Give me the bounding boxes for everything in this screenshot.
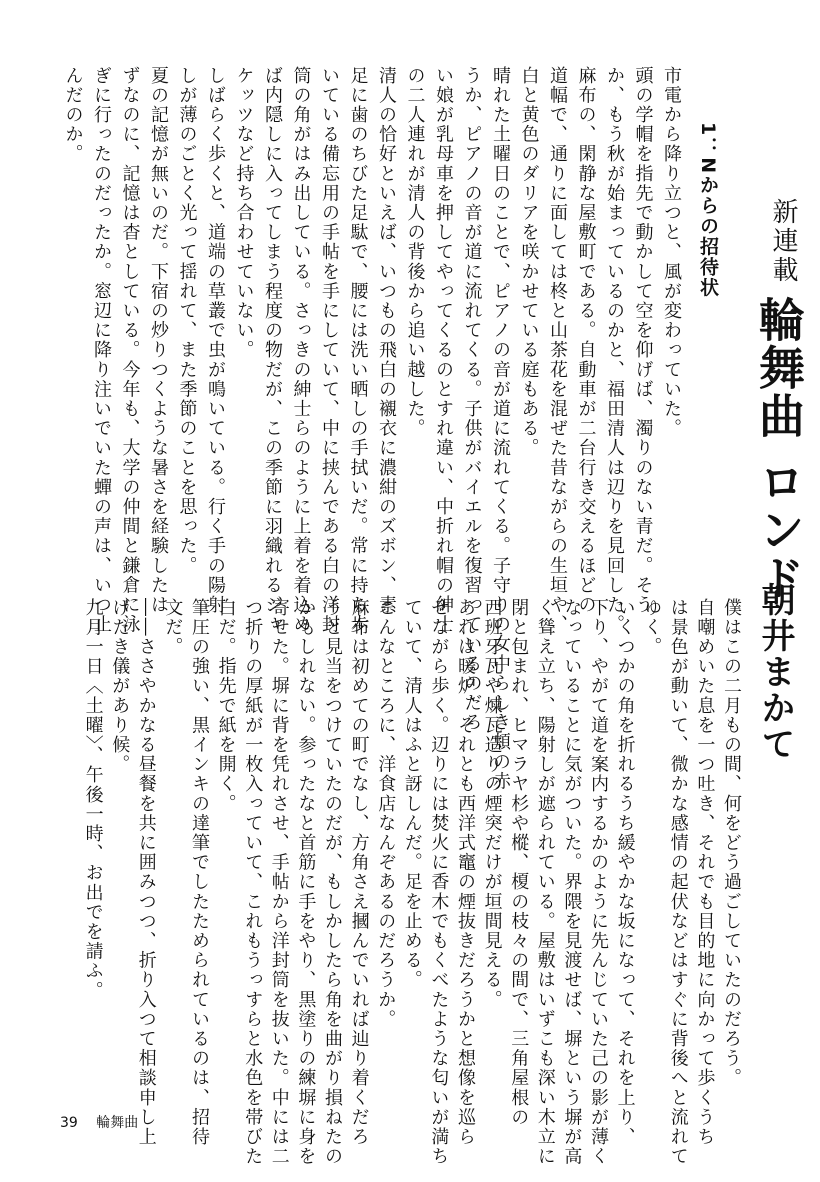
text-column: い娘が乳母車を押してやってくるのとすれ違い、中折れ帽の紳士: [433, 66, 454, 635]
text-column: 筆圧の強い、黒インキの達筆でしたためられているのは、招待: [189, 598, 210, 1147]
text-column: んだのか。: [62, 66, 84, 164]
text-column: く聳え立ち、陽射しが遮られている。屋敷はいずこも深い木立に: [534, 598, 556, 1167]
text-column: 道幅で、通りに面しては柊と山茶花を混ぜた昔ながらの生垣や、: [547, 66, 568, 635]
text-column: いている備忘用の手帖を手にしていて、中に挟んである白の洋封: [319, 66, 340, 635]
text-column: 清人の恰好といえば、いつもの飛白の襯衣に濃紺のズボン、素: [376, 66, 397, 615]
page-footer: [60, 1112, 138, 1132]
running-title: 輪舞曲: [96, 1115, 139, 1131]
text-column: 下り、やがて道を案内するかのように先んじていた己の影が薄く: [588, 598, 609, 1167]
text-column: あれは暖炉、それとも西洋式竈の煙抜きだろうかと想像を巡ら: [455, 598, 476, 1147]
text-column: げたき儀があり候。: [109, 598, 131, 775]
text-column: 九月一日〈土曜〉、午後一時、お出でを請ふ。: [82, 598, 104, 1001]
text-column: しばらく歩くと、道端の草叢で虫が鳴いている。行く手の陽射: [205, 66, 226, 615]
text-column: なっていることに気がついた。界隈を見渡せば、塀という塀が高: [561, 598, 583, 1167]
text-column: か、もう秋が始まっているのかと、福田清人は辺りを見回した。: [604, 66, 625, 635]
text-column: 西班牙瓦や煉瓦造りの煙突だけが垣間見える。: [481, 598, 503, 1010]
text-column: ずなのに、記憶は杳としている。今年も、大学の仲間と鎌倉に泳: [119, 66, 141, 635]
series-label: 新連載: [768, 198, 798, 285]
text-column: ゆく。: [641, 598, 663, 657]
author-name: 朝井まかて: [755, 582, 795, 762]
text-column: 白と黄色のダリアを咲かせている庭もある。: [518, 66, 540, 458]
text-column: は景色が動いて、微かな感情の起伏などはすぐに背後へと流れて: [667, 598, 689, 1167]
text-column: 足に歯のちびた足駄で、腰には洗い晒しの手拭いだ。常に持ち歩: [347, 66, 369, 635]
text-column: 寄せた。塀に背を凭れさせ、手帖から洋封筒を抜いた。中には二: [268, 598, 290, 1167]
text-column: しが薄のごとく光って揺れて、また季節のことを思った。: [176, 66, 198, 576]
text-column: こんなところに、洋食店なんぞあるのだろうか。: [375, 598, 397, 1030]
title: 輪舞曲 ロンド: [752, 296, 806, 603]
section-heading: 1：Nからの招待状: [697, 122, 719, 298]
text-column: 麻布の、閑静な屋敷町である。自動車が二台行き交えるほどの: [575, 66, 597, 615]
text-column: せながら歩く。辺りには焚火に香木でもくべたような匂いが満ち: [428, 598, 450, 1167]
text-column: 夏の記憶が無いのだ。下宿の炒りつくような暑さを経験したは: [148, 66, 169, 615]
text-column: いくつかの角を折れるうち緩やかな坂になって、それを上り、: [614, 598, 636, 1147]
text-column: つ折りの厚紙が一枚入っていて、これもうっすらと水色を帯びた: [242, 598, 264, 1167]
text-column: 自嘲めいた息を一つ吐き、それでも目的地に向かって歩くうち: [694, 598, 716, 1147]
text-column: ケッツなど持ち合わせていない。: [233, 66, 255, 360]
text-column: 僕はこの二月もの間、何をどう過ごしていたのだろう。: [721, 598, 742, 1088]
text-column: 市電から降り立つと、風が変わっていた。: [661, 66, 682, 439]
text-column: ば内隠しに入ってしまう程度の物だが、この季節に羽織れるジャ: [262, 66, 283, 635]
text-column: の二人連れが清人の背後から追い越した。: [404, 66, 426, 439]
page-number: 39: [60, 1115, 78, 1131]
text-column: 筒の角がはみ出している。さっきの紳士らのように上着を着込め: [290, 66, 312, 635]
text-column: 晴れた土曜日のことで、ピアノの音が道に流れてくる。子守りの女中らしき頬の赤: [490, 66, 511, 792]
text-column: うと見当をつけていたのだが、もしかしたら角を曲がり損ねたの: [322, 598, 343, 1167]
text-column: うか、ピアノの音が道に流れてくる。子供がバイエルを復習っているのだろ: [461, 66, 483, 733]
text-column: ――ささやかなる昼餐を共に囲みつつ、折り入つて相談申し上: [135, 598, 157, 1147]
text-column: ぎに行ったのだったか。窓辺に降り注いでいた蟬の声は、いつ止: [91, 66, 112, 635]
text-column: 閉と包まれ、ヒマラヤ杉や樅、榎の枝々の間で、三角屋根の: [508, 598, 530, 1128]
text-column: 白だ。指先で紙を開く。: [215, 598, 237, 814]
text-column: 文だ。: [162, 598, 184, 657]
text-column: 麻布は初めての町でなし、方角さえ摑んでいれば辿り着くだろ: [348, 598, 370, 1147]
text-column: ていて、清人はふと訝しんだ。足を止める。: [401, 598, 423, 990]
text-column: かもしれない。参ったなと首筋に手をやり、黒塗りの練塀に身を: [295, 598, 317, 1167]
text-column: 頭の学帽を指先で動かして空を仰げば、濁りのない青だ。そう: [632, 66, 654, 615]
